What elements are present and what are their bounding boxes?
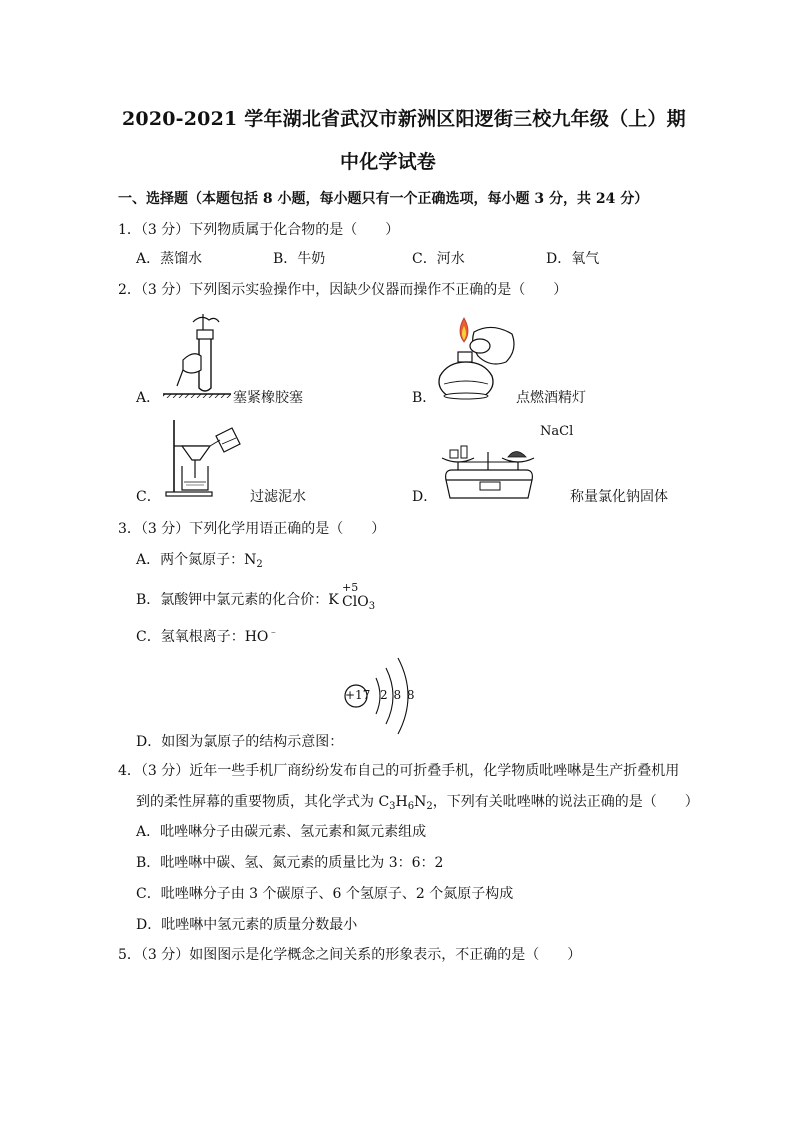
formula-sub-n: 2 bbox=[426, 801, 433, 812]
question-4-option-b: B．吡唑啉中碳、氢、氮元素的质量比为 3：6：2 bbox=[136, 855, 444, 871]
question-3-option-d: D．如图为氯原子的结构示意图： bbox=[136, 734, 344, 750]
question-4-option-d: D．吡唑啉中氢元素的质量分数最小 bbox=[136, 917, 358, 933]
question-3-option-a-subscript: 2 bbox=[256, 559, 263, 570]
page-title-line-2: 中化学试卷 bbox=[340, 151, 437, 173]
section-heading: 一、选择题（本题包括 8 小题，每小题只有一个正确选项，每小题 3 分，共 24 分） bbox=[118, 191, 649, 207]
question-1-stem: 1．（3 分）下列物质属于化合物的是（ ） bbox=[118, 222, 400, 238]
figure-balance-weighing bbox=[436, 422, 542, 502]
question-3-option-b bbox=[136, 591, 339, 609]
question-2-option-d-caption: 称量氯化钠固体 bbox=[570, 489, 668, 505]
question-4-option-c: C．吡唑啉分子由 3 个碳原子、6 个氢原子、2 个氮原子构成 bbox=[136, 886, 514, 902]
nacl-label: NaCl bbox=[540, 424, 574, 439]
question-3-option-b-o: O bbox=[357, 594, 369, 610]
figure-insert-stopper bbox=[163, 312, 231, 398]
atom-nucleus-charge: +17 bbox=[345, 688, 371, 702]
question-2-option-a-letter: A． bbox=[136, 390, 161, 406]
question-2-option-a-caption: 塞紧橡胶塞 bbox=[233, 390, 303, 406]
question-3-option-c-text: C．氢氧根离子：HO bbox=[136, 629, 269, 645]
question-3-option-c-charge: ﹣ bbox=[268, 627, 279, 638]
question-3-option-a bbox=[136, 551, 263, 574]
question-1-option-a: A．蒸馏水 bbox=[136, 251, 203, 267]
question-5-stem: 5．（3 分）如图图示是化学概念之间关系的形象表示，不正确的是（ ） bbox=[118, 947, 582, 963]
formula-part-c: 到的柔性屏幕的重要物质，其化学式为 C bbox=[136, 794, 390, 810]
question-4-stem-line-2 bbox=[136, 793, 699, 816]
question-4-option-a: A．吡唑啉分子由碳元素、氢元素和氮元素组成 bbox=[136, 824, 427, 840]
figure-filtration bbox=[164, 418, 248, 498]
formula-sub-c: 3 bbox=[389, 801, 396, 812]
question-2-option-c-letter: C． bbox=[136, 489, 161, 505]
atom-shell-electrons: 2 8 8 bbox=[380, 688, 416, 702]
question-3-option-b-formula bbox=[342, 593, 375, 616]
question-3-option-b-cl: Cl bbox=[342, 594, 358, 610]
figure-light-alcohol-lamp bbox=[434, 312, 520, 400]
question-4-stem-tail: ，下列有关吡唑啉的说法正确的是（ ） bbox=[432, 794, 699, 810]
page-title-line-1: 2020-2021 学年湖北省武汉市新洲区阳逻街三校九年级（上）期 bbox=[122, 108, 686, 130]
formula-part-n: N bbox=[414, 794, 427, 810]
question-4-stem-line-1: 4．（3 分）近年一些手机厂商纷纷发布自己的可折叠手机，化学物质吡唑啉是生产折叠机用 bbox=[118, 763, 680, 779]
question-2-option-b-caption: 点燃酒精灯 bbox=[516, 390, 586, 406]
question-3-option-b-valence: +5 bbox=[342, 581, 359, 594]
formula-sub-h: 6 bbox=[407, 801, 415, 812]
question-3-option-c bbox=[136, 624, 278, 646]
question-1-option-d: D．氧气 bbox=[546, 251, 600, 267]
question-2-option-c-caption: 过滤泥水 bbox=[250, 489, 306, 505]
question-2-stem: 2．（3 分）下列图示实验操作中，因缺少仪器而操作不正确的是（ ） bbox=[118, 282, 568, 298]
question-2-option-d-letter: D． bbox=[412, 489, 438, 505]
formula-part-h: H bbox=[395, 794, 408, 810]
question-2-option-b-letter: B． bbox=[412, 390, 437, 406]
question-1-option-b: B．牛奶 bbox=[273, 251, 326, 267]
question-3-option-b-text: B．氯酸钾中氯元素的化合价：K bbox=[136, 592, 339, 608]
question-3-stem: 3．（3 分）下列化学用语正确的是（ ） bbox=[118, 521, 386, 537]
question-1-option-c: C．河水 bbox=[412, 251, 465, 267]
question-3-option-b-subscript: 3 bbox=[368, 601, 376, 612]
question-3-option-a-text: A．两个氮原子：N bbox=[136, 552, 257, 568]
